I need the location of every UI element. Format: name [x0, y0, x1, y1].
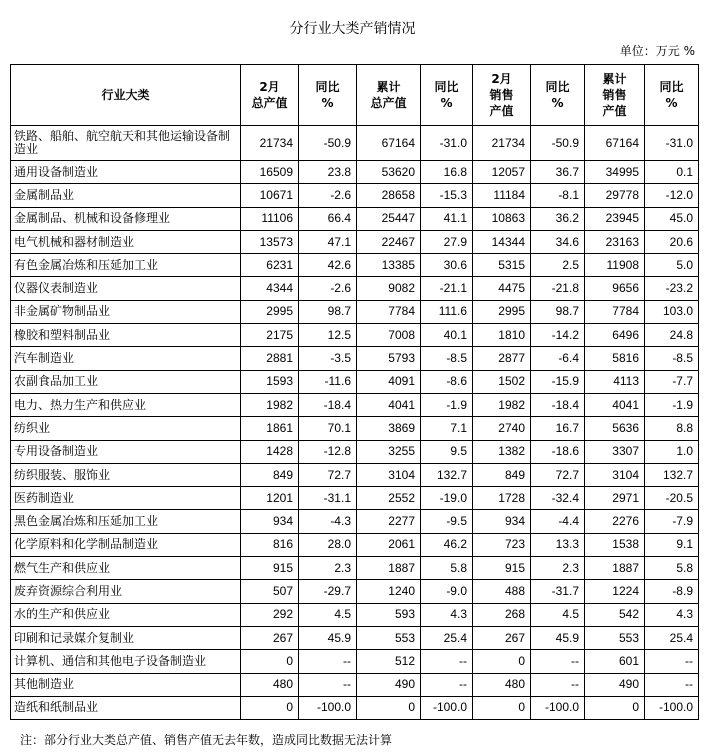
- table-row: [11, 557, 699, 580]
- column-header: [473, 65, 531, 126]
- value-cell: -23.2: [645, 277, 699, 300]
- value-cell: 1224: [585, 580, 645, 603]
- value-cell: 553: [585, 626, 645, 649]
- value-cell: 4.5: [531, 603, 585, 626]
- value-cell: 9656: [585, 277, 645, 300]
- value-cell: 7784: [357, 300, 421, 323]
- column-header-line: 产值: [602, 104, 627, 118]
- value-cell: 5.8: [645, 557, 699, 580]
- value-cell: -2.6: [299, 184, 357, 207]
- value-cell: 490: [357, 673, 421, 696]
- value-cell: 0.1: [645, 161, 699, 184]
- table-row: [11, 161, 699, 184]
- value-cell: 1201: [241, 487, 299, 510]
- industry-name-cell: 电力、热力生产和供应业: [11, 393, 241, 416]
- column-header-line: 销售: [489, 88, 514, 102]
- value-cell: 480: [241, 673, 299, 696]
- value-cell: --: [299, 650, 357, 673]
- value-cell: -14.2: [531, 324, 585, 347]
- table-row: [11, 347, 699, 370]
- value-cell: -8.5: [645, 347, 699, 370]
- value-cell: 6496: [585, 324, 645, 347]
- value-cell: 5636: [585, 417, 645, 440]
- table-row: [11, 440, 699, 463]
- value-cell: 25.4: [421, 626, 473, 649]
- value-cell: 5793: [357, 347, 421, 370]
- value-cell: 103.0: [645, 300, 699, 323]
- value-cell: 11106: [241, 207, 299, 230]
- value-cell: 7784: [585, 300, 645, 323]
- column-header-line: %: [321, 96, 334, 110]
- value-cell: -100.0: [299, 696, 357, 719]
- value-cell: 6231: [241, 254, 299, 277]
- value-cell: 67164: [357, 126, 421, 161]
- value-cell: 36.7: [531, 161, 585, 184]
- value-cell: -9.0: [421, 580, 473, 603]
- value-cell: 1810: [473, 324, 531, 347]
- column-header: [299, 65, 357, 126]
- value-cell: 849: [241, 463, 299, 486]
- value-cell: 2.3: [299, 557, 357, 580]
- industry-name-cell: 金属制品业: [11, 184, 241, 207]
- value-cell: 934: [473, 510, 531, 533]
- value-cell: -31.0: [645, 126, 699, 161]
- column-header-line: 行业大类: [101, 88, 150, 102]
- value-cell: -100.0: [421, 696, 473, 719]
- value-cell: 1861: [241, 417, 299, 440]
- value-cell: 1887: [357, 557, 421, 580]
- value-cell: -100.0: [531, 696, 585, 719]
- value-cell: 21734: [241, 126, 299, 161]
- page-title: 分行业大类产销情况: [289, 21, 416, 37]
- column-header-line: 总产值: [370, 96, 407, 110]
- value-cell: 1240: [357, 580, 421, 603]
- industry-table: [10, 64, 699, 720]
- value-cell: 4041: [585, 393, 645, 416]
- column-header: [241, 65, 299, 126]
- value-cell: 4475: [473, 277, 531, 300]
- table-row: [11, 184, 699, 207]
- value-cell: 98.7: [299, 300, 357, 323]
- value-cell: 2995: [241, 300, 299, 323]
- value-cell: -7.9: [645, 510, 699, 533]
- value-cell: -18.4: [531, 393, 585, 416]
- table-row: [11, 580, 699, 603]
- value-cell: -8.5: [421, 347, 473, 370]
- value-cell: 542: [585, 603, 645, 626]
- value-cell: 480: [473, 673, 531, 696]
- table-row: [11, 207, 699, 230]
- value-cell: 1428: [241, 440, 299, 463]
- value-cell: -50.9: [299, 126, 357, 161]
- value-cell: 23163: [585, 230, 645, 253]
- value-cell: 0: [241, 650, 299, 673]
- column-header-line: 2月: [259, 80, 280, 94]
- value-cell: -9.5: [421, 510, 473, 533]
- industry-name-cell: 印刷和记录媒介复制业: [11, 626, 241, 649]
- industry-name-cell: 汽车制造业: [11, 347, 241, 370]
- value-cell: 816: [241, 533, 299, 556]
- value-cell: 1.0: [645, 440, 699, 463]
- value-cell: 20.6: [645, 230, 699, 253]
- value-cell: 111.6: [421, 300, 473, 323]
- value-cell: 5.0: [645, 254, 699, 277]
- column-header: [531, 65, 585, 126]
- column-header-line: 累计: [602, 72, 627, 86]
- value-cell: 2740: [473, 417, 531, 440]
- table-header-row: [11, 65, 699, 126]
- value-cell: -4.4: [531, 510, 585, 533]
- value-cell: 2175: [241, 324, 299, 347]
- value-cell: -6.4: [531, 347, 585, 370]
- column-header-line: 销售: [602, 88, 627, 102]
- value-cell: 2971: [585, 487, 645, 510]
- value-cell: 11908: [585, 254, 645, 277]
- table-row: [11, 300, 699, 323]
- value-cell: --: [299, 673, 357, 696]
- value-cell: 16509: [241, 161, 299, 184]
- industry-name-cell: 计算机、通信和其他电子设备制造业: [11, 650, 241, 673]
- value-cell: 601: [585, 650, 645, 673]
- value-cell: 512: [357, 650, 421, 673]
- value-cell: 0: [473, 696, 531, 719]
- value-cell: 9.1: [645, 533, 699, 556]
- value-cell: 72.7: [299, 463, 357, 486]
- value-cell: -4.3: [299, 510, 357, 533]
- value-cell: 13.3: [531, 533, 585, 556]
- value-cell: 28.0: [299, 533, 357, 556]
- value-cell: 1502: [473, 370, 531, 393]
- value-cell: 47.1: [299, 230, 357, 253]
- value-cell: -12.0: [645, 184, 699, 207]
- column-header-line: %: [440, 96, 453, 110]
- industry-name-cell: 仪器仪表制造业: [11, 277, 241, 300]
- value-cell: 4.5: [299, 603, 357, 626]
- industry-name-cell: 水的生产和供应业: [11, 603, 241, 626]
- industry-name-cell: 橡胶和塑料制品业: [11, 324, 241, 347]
- value-cell: 1538: [585, 533, 645, 556]
- value-cell: 3255: [357, 440, 421, 463]
- value-cell: 24.8: [645, 324, 699, 347]
- value-cell: -29.7: [299, 580, 357, 603]
- value-cell: 9.5: [421, 440, 473, 463]
- value-cell: -11.6: [299, 370, 357, 393]
- table-row: [11, 324, 699, 347]
- value-cell: 53620: [357, 161, 421, 184]
- column-header-line: 产值: [489, 104, 514, 118]
- value-cell: 25.4: [645, 626, 699, 649]
- value-cell: 934: [241, 510, 299, 533]
- value-cell: 13385: [357, 254, 421, 277]
- industry-name-cell: 燃气生产和供应业: [11, 557, 241, 580]
- value-cell: -32.4: [531, 487, 585, 510]
- value-cell: 34.6: [531, 230, 585, 253]
- value-cell: 40.1: [421, 324, 473, 347]
- value-cell: 23945: [585, 207, 645, 230]
- value-cell: 45.9: [531, 626, 585, 649]
- industry-name-cell: 黑色金属冶炼和压延加工业: [11, 510, 241, 533]
- column-header: [645, 65, 699, 126]
- table-row: [11, 603, 699, 626]
- value-cell: 3104: [357, 463, 421, 486]
- value-cell: -7.7: [645, 370, 699, 393]
- value-cell: --: [645, 673, 699, 696]
- value-cell: 30.6: [421, 254, 473, 277]
- industry-name-cell: 农副食品加工业: [11, 370, 241, 393]
- value-cell: 132.7: [421, 463, 473, 486]
- value-cell: 25447: [357, 207, 421, 230]
- value-cell: 2877: [473, 347, 531, 370]
- value-cell: 723: [473, 533, 531, 556]
- value-cell: 14344: [473, 230, 531, 253]
- column-header: [11, 65, 241, 126]
- table-row: [11, 277, 699, 300]
- value-cell: 70.1: [299, 417, 357, 440]
- value-cell: 9082: [357, 277, 421, 300]
- table-row: [11, 463, 699, 486]
- value-cell: 0: [473, 650, 531, 673]
- value-cell: 27.9: [421, 230, 473, 253]
- column-header: [421, 65, 473, 126]
- value-cell: 267: [473, 626, 531, 649]
- value-cell: 34995: [585, 161, 645, 184]
- table-row: [11, 626, 699, 649]
- value-cell: -21.8: [531, 277, 585, 300]
- value-cell: -3.5: [299, 347, 357, 370]
- value-cell: --: [421, 673, 473, 696]
- value-cell: 41.1: [421, 207, 473, 230]
- value-cell: 28658: [357, 184, 421, 207]
- value-cell: 0: [241, 696, 299, 719]
- value-cell: -2.6: [299, 277, 357, 300]
- value-cell: 10671: [241, 184, 299, 207]
- value-cell: -18.6: [531, 440, 585, 463]
- value-cell: 8.8: [645, 417, 699, 440]
- value-cell: -12.8: [299, 440, 357, 463]
- value-cell: -20.5: [645, 487, 699, 510]
- value-cell: 67164: [585, 126, 645, 161]
- value-cell: 2.3: [531, 557, 585, 580]
- value-cell: 2995: [473, 300, 531, 323]
- value-cell: -8.9: [645, 580, 699, 603]
- value-cell: 2061: [357, 533, 421, 556]
- value-cell: 4091: [357, 370, 421, 393]
- column-header-line: %: [551, 96, 564, 110]
- value-cell: 0: [357, 696, 421, 719]
- value-cell: -8.1: [531, 184, 585, 207]
- industry-name-cell: 非金属矿物制品业: [11, 300, 241, 323]
- value-cell: -19.0: [421, 487, 473, 510]
- value-cell: 132.7: [645, 463, 699, 486]
- industry-name-cell: 铁路、船舶、航空航天和其他运输设备制造业: [11, 126, 241, 161]
- value-cell: 292: [241, 603, 299, 626]
- value-cell: -31.0: [421, 126, 473, 161]
- industry-name-cell: 电气机械和器材制造业: [11, 230, 241, 253]
- column-header-line: 同比: [545, 80, 570, 94]
- value-cell: 2277: [357, 510, 421, 533]
- column-header-line: 同比: [659, 80, 684, 94]
- value-cell: 2881: [241, 347, 299, 370]
- table-row: [11, 533, 699, 556]
- industry-name-cell: 专用设备制造业: [11, 440, 241, 463]
- value-cell: 2.5: [531, 254, 585, 277]
- industry-name-cell: 废弃资源综合利用业: [11, 580, 241, 603]
- value-cell: 1982: [241, 393, 299, 416]
- value-cell: 72.7: [531, 463, 585, 486]
- value-cell: -1.9: [421, 393, 473, 416]
- table-row: [11, 650, 699, 673]
- value-cell: 507: [241, 580, 299, 603]
- value-cell: 268: [473, 603, 531, 626]
- value-cell: 490: [585, 673, 645, 696]
- industry-name-cell: 通用设备制造业: [11, 161, 241, 184]
- value-cell: 849: [473, 463, 531, 486]
- value-cell: 36.2: [531, 207, 585, 230]
- value-cell: 4344: [241, 277, 299, 300]
- value-cell: 1593: [241, 370, 299, 393]
- value-cell: 46.2: [421, 533, 473, 556]
- value-cell: 7008: [357, 324, 421, 347]
- value-cell: 1887: [585, 557, 645, 580]
- value-cell: 267: [241, 626, 299, 649]
- value-cell: 12057: [473, 161, 531, 184]
- value-cell: 7.1: [421, 417, 473, 440]
- table-row: [11, 254, 699, 277]
- value-cell: --: [645, 650, 699, 673]
- value-cell: 21734: [473, 126, 531, 161]
- value-cell: 5315: [473, 254, 531, 277]
- value-cell: 12.5: [299, 324, 357, 347]
- value-cell: -21.1: [421, 277, 473, 300]
- industry-name-cell: 有色金属冶炼和压延加工业: [11, 254, 241, 277]
- value-cell: 29778: [585, 184, 645, 207]
- value-cell: 4113: [585, 370, 645, 393]
- value-cell: -31.1: [299, 487, 357, 510]
- column-header-line: %: [665, 96, 678, 110]
- column-header: [357, 65, 421, 126]
- value-cell: 4.3: [421, 603, 473, 626]
- value-cell: -50.9: [531, 126, 585, 161]
- column-header-line: 同比: [315, 80, 340, 94]
- value-cell: 488: [473, 580, 531, 603]
- unit-label: 单位：万元 %: [619, 44, 695, 58]
- column-header-line: 总产值: [251, 96, 288, 110]
- value-cell: -100.0: [645, 696, 699, 719]
- value-cell: -15.9: [531, 370, 585, 393]
- value-cell: 3104: [585, 463, 645, 486]
- value-cell: 13573: [241, 230, 299, 253]
- value-cell: 45.0: [645, 207, 699, 230]
- value-cell: --: [531, 673, 585, 696]
- value-cell: 4041: [357, 393, 421, 416]
- value-cell: 1728: [473, 487, 531, 510]
- value-cell: 915: [473, 557, 531, 580]
- industry-name-cell: 纺织服装、服饰业: [11, 463, 241, 486]
- table-row: [11, 696, 699, 719]
- value-cell: 23.8: [299, 161, 357, 184]
- value-cell: 553: [357, 626, 421, 649]
- table-row: [11, 487, 699, 510]
- value-cell: 22467: [357, 230, 421, 253]
- table-row: [11, 417, 699, 440]
- industry-name-cell: 医药制造业: [11, 487, 241, 510]
- value-cell: 593: [357, 603, 421, 626]
- table-row: [11, 510, 699, 533]
- value-cell: -1.9: [645, 393, 699, 416]
- value-cell: 2276: [585, 510, 645, 533]
- industry-name-cell: 金属制品、机械和设备修理业: [11, 207, 241, 230]
- value-cell: 10863: [473, 207, 531, 230]
- value-cell: 98.7: [531, 300, 585, 323]
- value-cell: 16.7: [531, 417, 585, 440]
- industry-name-cell: 其他制造业: [11, 673, 241, 696]
- value-cell: -18.4: [299, 393, 357, 416]
- table-row: [11, 673, 699, 696]
- column-header-line: 累计: [376, 80, 401, 94]
- value-cell: 11184: [473, 184, 531, 207]
- column-header-line: 2月: [491, 72, 512, 86]
- column-header-line: 同比: [434, 80, 459, 94]
- value-cell: 0: [585, 696, 645, 719]
- table-row: [11, 393, 699, 416]
- table-body: [11, 126, 699, 720]
- column-header: [585, 65, 645, 126]
- value-cell: 16.8: [421, 161, 473, 184]
- value-cell: 1982: [473, 393, 531, 416]
- value-cell: -15.3: [421, 184, 473, 207]
- value-cell: 4.3: [645, 603, 699, 626]
- value-cell: 3307: [585, 440, 645, 463]
- industry-name-cell: 造纸和纸制品业: [11, 696, 241, 719]
- value-cell: 2552: [357, 487, 421, 510]
- table-row: [11, 230, 699, 253]
- value-cell: 45.9: [299, 626, 357, 649]
- value-cell: 1382: [473, 440, 531, 463]
- table-row: [11, 370, 699, 393]
- value-cell: -8.6: [421, 370, 473, 393]
- value-cell: --: [531, 650, 585, 673]
- value-cell: 915: [241, 557, 299, 580]
- value-cell: -31.7: [531, 580, 585, 603]
- value-cell: 5816: [585, 347, 645, 370]
- value-cell: 66.4: [299, 207, 357, 230]
- value-cell: 3869: [357, 417, 421, 440]
- industry-name-cell: 纺织业: [11, 417, 241, 440]
- value-cell: 42.6: [299, 254, 357, 277]
- industry-name-cell: 化学原料和化学制品制造业: [11, 533, 241, 556]
- value-cell: 5.8: [421, 557, 473, 580]
- table-row: [11, 126, 699, 161]
- value-cell: --: [421, 650, 473, 673]
- footnote: 注：部分行业大类总产值、销售产值无去年数，造成同比数据无法计算: [20, 733, 393, 747]
